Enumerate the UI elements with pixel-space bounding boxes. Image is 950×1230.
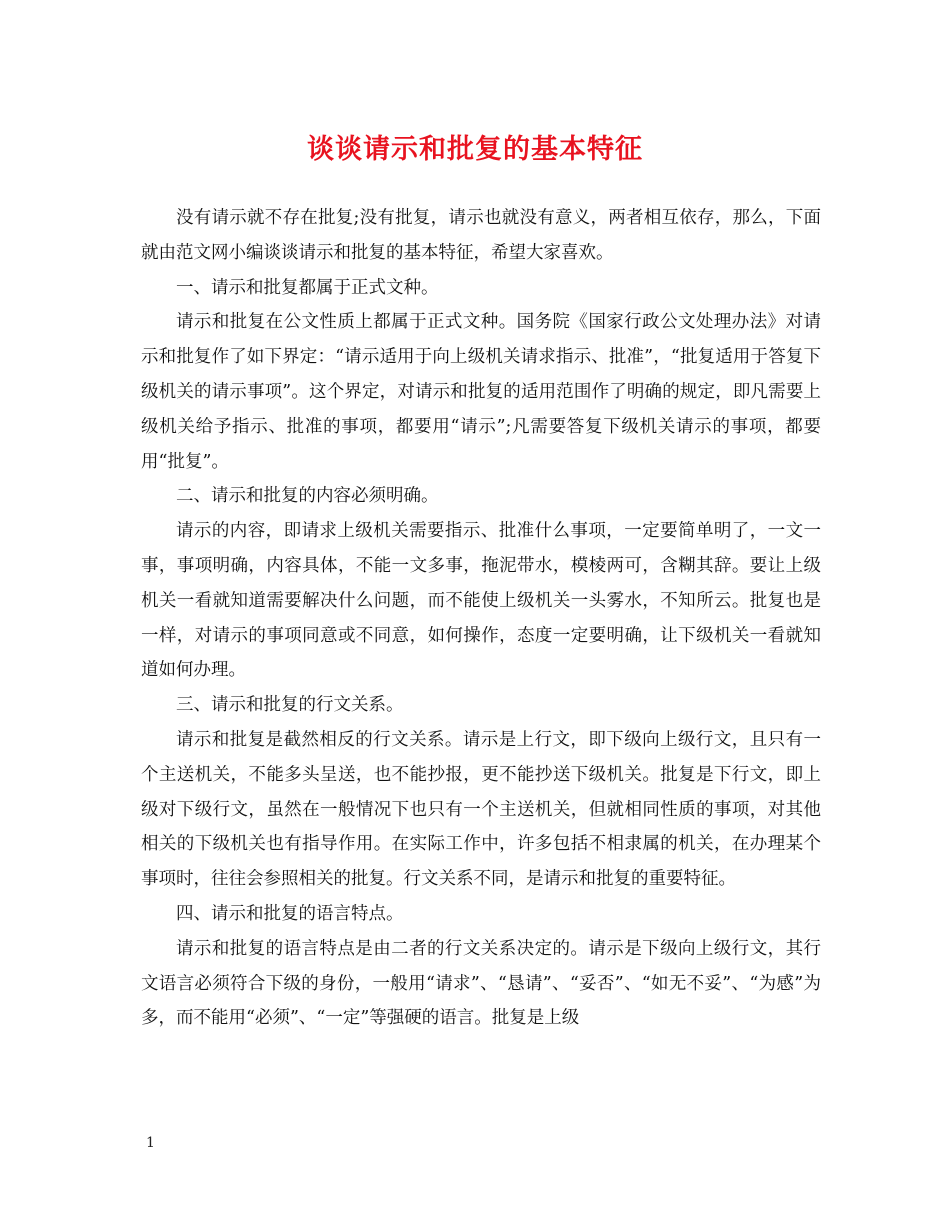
paragraph-section-2: 请示的内容，即请求上级机关需要指示、批准什么事项，一定要简单明了，一文一事，事项明确，内容具体，不能一文多事，拖泥带水，模棱两可，含糊其辞。要让上级机关一看就知道需要解决什么问题，而不能使上级机关一头雾水，不知所云。批复也是一样，对请示的事项同意或不同意，如何操作，态度一定要明确，让下级机关一看就知道如何办理。 bbox=[141, 521, 821, 681]
paragraph-section-1: 请示和批复在公文性质上都属于正式文种。国务院《国家行政公文处理办法》对请示和批复作了如下界定：“请示适用于向上级机关请求指示、批准”，“批复适用于答复下级机关的请示事项”。这个界定，对请示和批复的适用范围作了明确的规定，即凡需要上级机关给予指示、批准的事项，都要用“请示”;凡需要答复下级机关请示的事项，都要用“批复”。 bbox=[141, 312, 821, 472]
document-body bbox=[141, 201, 821, 1036]
paragraph-section-3: 请示和批复是截然相反的行文关系。请示是上行文，即下级向上级行文，且只有一个主送机关，不能多头呈送，也不能抄报，更不能抄送下级机关。批复是下行文，即上级对下级行文，虽然在一般情况下也只有一个主送机关，但就相同性质的事项，对其他相关的下级机关也有指导作用。在实际工作中，许多包括不相隶属的机关，在办理某个事项时，往往会参照相关的批复。行文关系不同，是请示和批复的重要特征。 bbox=[141, 729, 821, 890]
page-number: 1 bbox=[146, 1135, 155, 1151]
paragraph-intro: 没有请示就不存在批复;没有批复，请示也就没有意义，两者相互依存，那么，下面就由范文网小编谈谈请示和批复的基本特征，希望大家喜欢。 bbox=[141, 208, 821, 263]
paragraph-section-4: 请示和批复的语言特点是由二者的行文关系决定的。请示是下级向上级行文，其行文语言必须符合下级的身份，一般用“请求”、“恳请”、“妥否”、“如无不妥”、“为感”为多，而不能用“必须”、“一定”等强硬的语言。批复是上级 bbox=[141, 938, 821, 1029]
section-heading-2: 二、请示和批复的内容必须明确。 bbox=[176, 486, 439, 507]
section-heading-1: 一、请示和批复都属于正式文种。 bbox=[176, 277, 439, 298]
document-title: 谈谈请示和批复的基本特征 bbox=[307, 134, 643, 165]
section-heading-4: 四、请示和批复的语言特点。 bbox=[176, 903, 404, 924]
section-heading-3: 三、请示和批复的行文关系。 bbox=[176, 695, 404, 716]
